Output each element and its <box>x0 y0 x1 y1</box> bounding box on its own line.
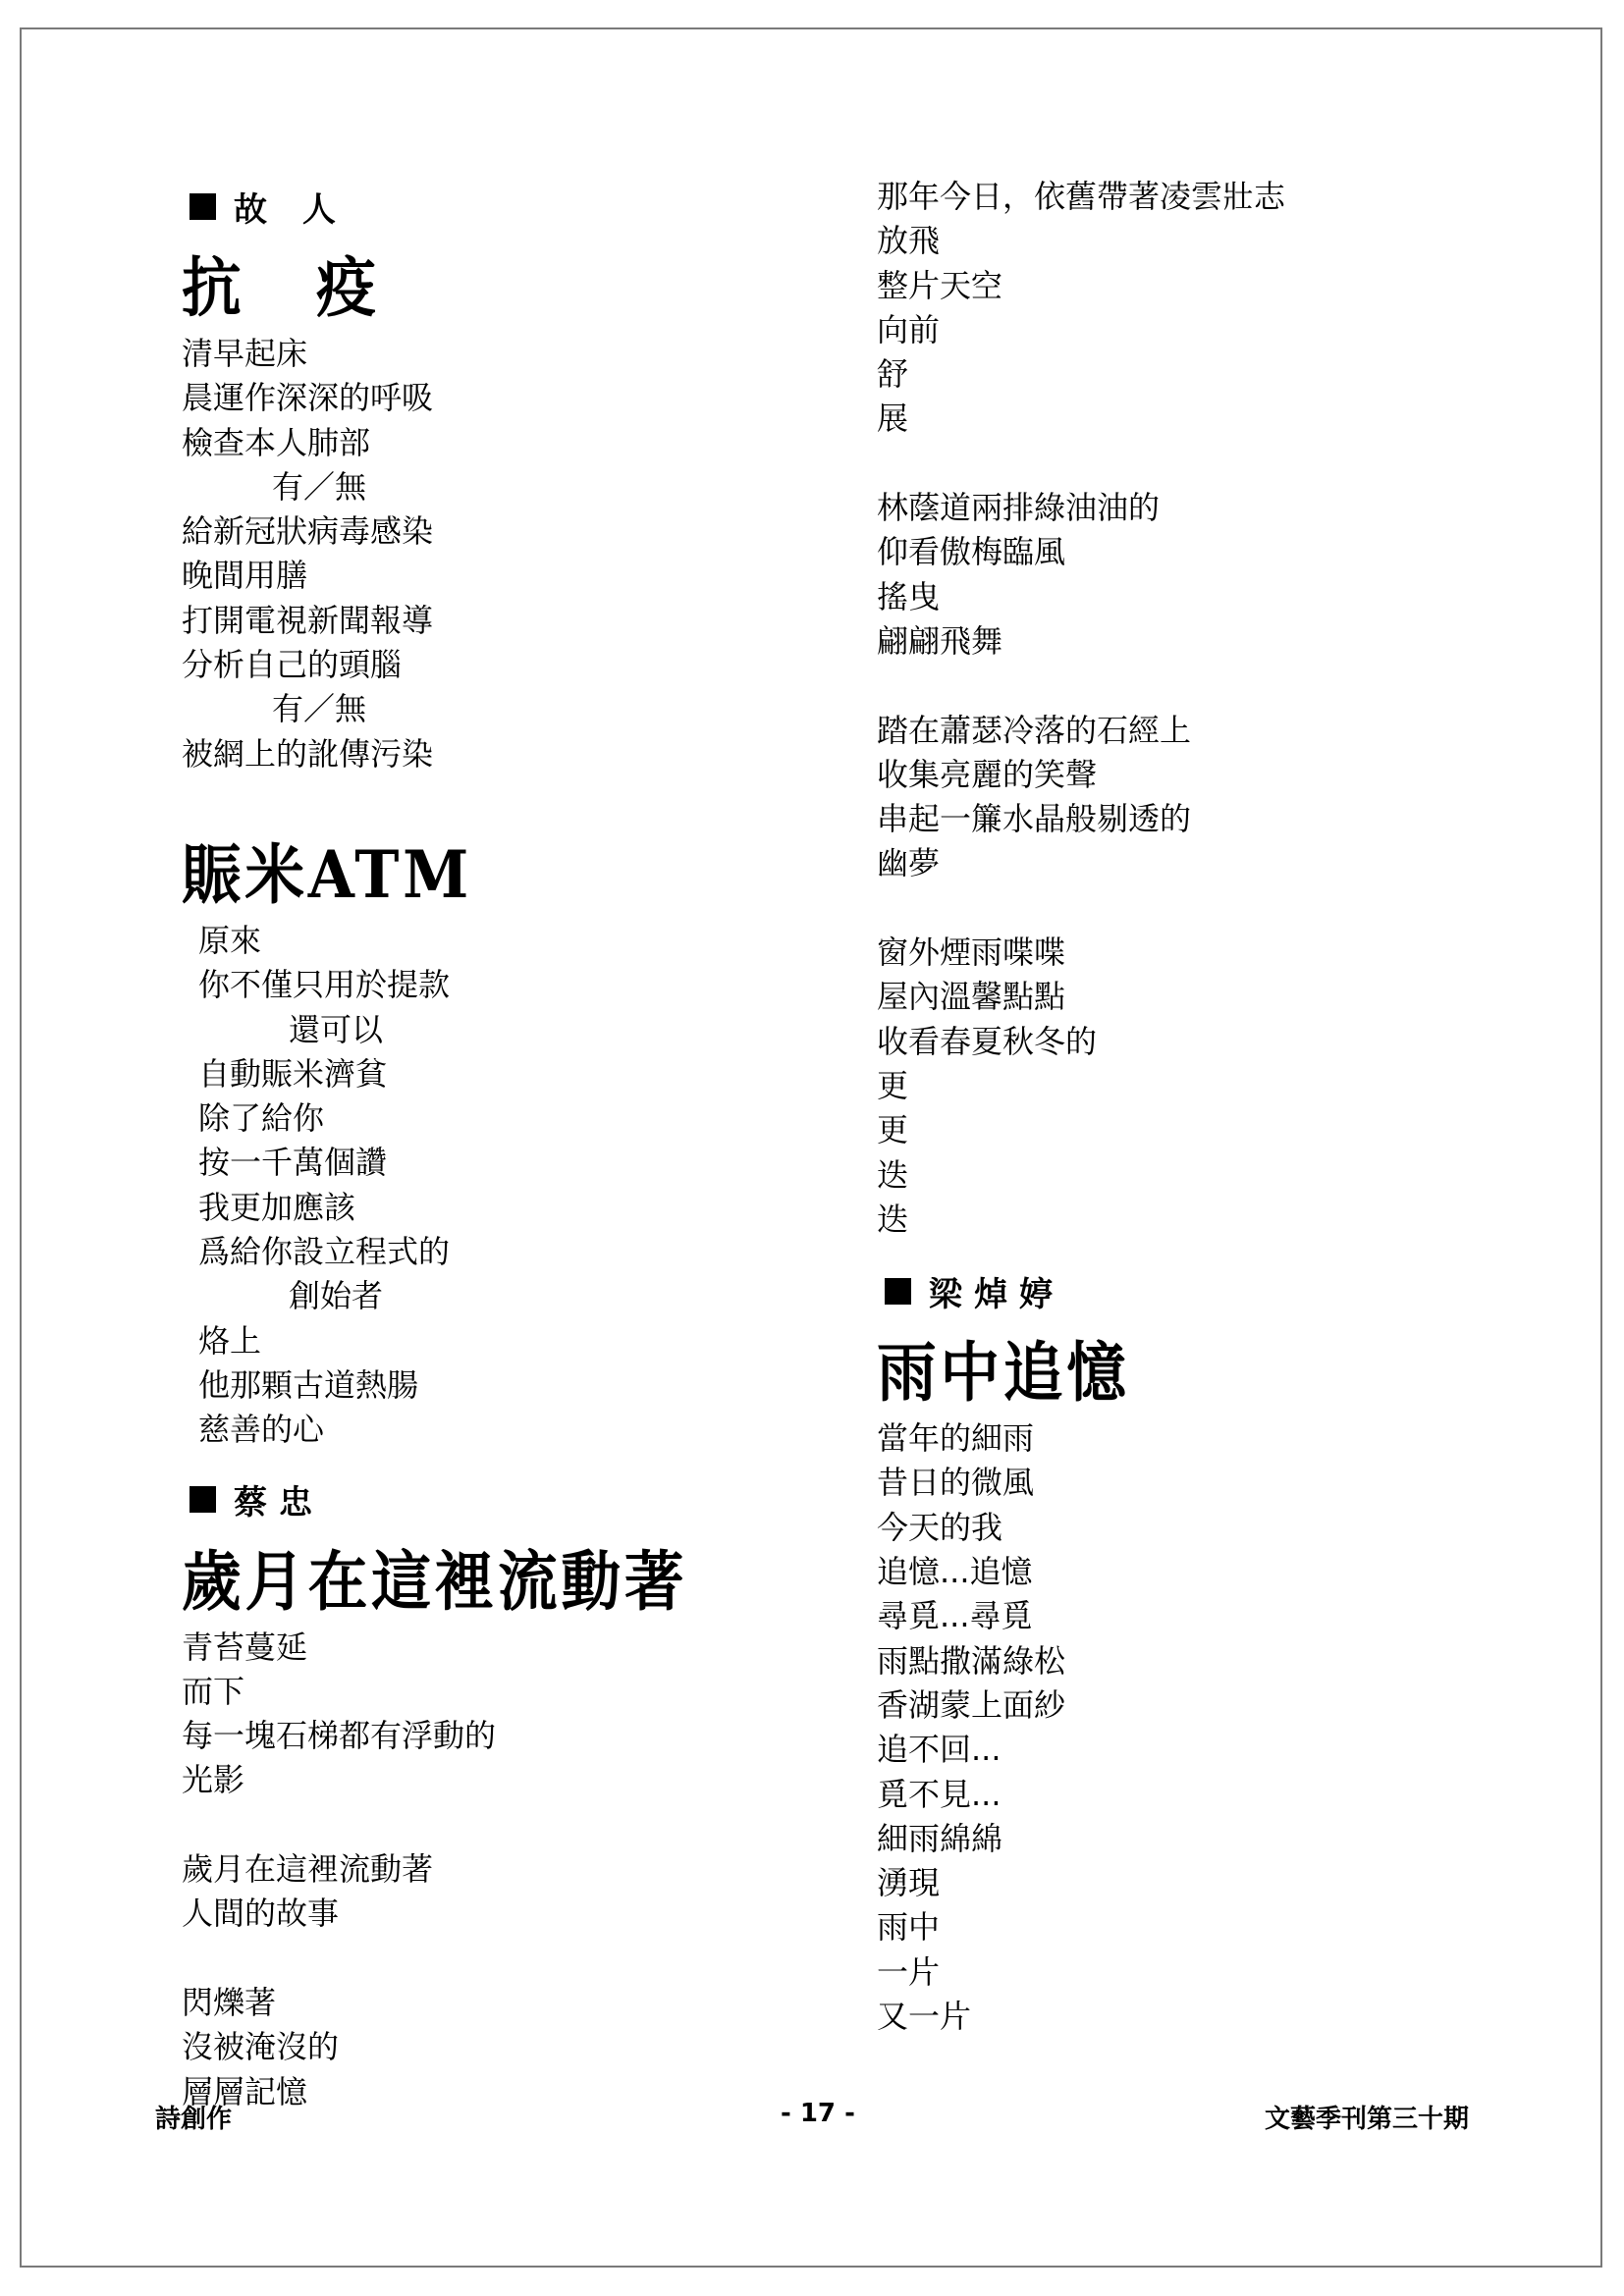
poem-line: 按一千萬個讚 <box>198 1144 388 1182</box>
poem-line: 有／無 <box>272 467 367 506</box>
poem-line: 光影 <box>182 1761 245 1799</box>
poem-line: 更 <box>877 1066 909 1104</box>
author-heading <box>182 179 820 234</box>
square-bullet-icon <box>885 1278 911 1305</box>
author-heading <box>877 1263 1486 1318</box>
author-heading <box>182 1472 820 1527</box>
poem-line: 除了給你 <box>198 1099 325 1138</box>
poem-line: 當年的細雨 <box>877 1419 1035 1458</box>
poem-line: 晚間用膳 <box>182 557 308 595</box>
poem-line: 烙上 <box>198 1321 262 1360</box>
poem-line: 你不僅只用於提款 <box>198 966 451 1004</box>
poem-line: 歲月在這裡流動著 <box>182 1850 434 1889</box>
poem-line: 迭 <box>877 1155 909 1194</box>
poem-line: 沒被淹沒的 <box>182 2028 340 2066</box>
poem-title: 賑米ATM <box>182 835 473 913</box>
poem-line: 更 <box>877 1111 909 1149</box>
poem-title: 抗 疫 <box>182 249 404 326</box>
poem-atm <box>182 830 820 1453</box>
poem-line: 香湖蒙上面紗 <box>877 1685 1066 1724</box>
poem-line: 分析自己的頭腦 <box>182 646 403 684</box>
poem-line: 覓不見... <box>877 1775 1001 1813</box>
poem-line: 雨點撒滿綠松 <box>877 1641 1066 1680</box>
stanza-break <box>877 442 1486 486</box>
poem-line: 收看春夏秋冬的 <box>877 1022 1098 1060</box>
poem-line: 那年今日，依舊帶著凌雲壯志 <box>877 178 1286 215</box>
poem-line: 翩翩飛舞 <box>877 621 1003 660</box>
poem-continued-lines <box>877 175 1486 1242</box>
square-bullet-icon <box>189 1486 216 1513</box>
stanza-break <box>877 664 1486 708</box>
poem-line: 層層記憶 <box>182 2072 308 2110</box>
stanza-break <box>182 1937 820 1981</box>
poem-line: 慈善的心 <box>198 1411 325 1449</box>
poem-line: 他那顆古道熱腸 <box>198 1365 419 1404</box>
poem-line: 晨運作深深的呼吸 <box>182 379 434 417</box>
footer-section-name: 詩創作 <box>155 2105 233 2134</box>
page-number: - 17 - <box>781 2099 855 2128</box>
poem-yuzhong <box>877 1328 1486 2039</box>
poem-title: 雨中追憶 <box>877 1334 1130 1412</box>
poem-line: 給新冠狀病毒感染 <box>182 512 434 551</box>
right-column <box>877 175 1486 2039</box>
poem-line: 每一塊石梯都有浮動的 <box>182 1717 497 1755</box>
poem-line: 打開電視新聞報導 <box>182 601 434 639</box>
poem-line: 林蔭道兩排綠油油的 <box>877 489 1161 527</box>
poem-line: 向前 <box>877 310 941 348</box>
left-column <box>182 179 820 2114</box>
poem-line: 幽夢 <box>877 844 941 882</box>
poem-line: 又一片 <box>877 1997 972 2035</box>
poem-line: 舒 <box>877 355 909 394</box>
author-name: 蔡忠 <box>234 1483 324 1523</box>
poem-line: 湧現 <box>877 1864 941 1902</box>
page-footer <box>0 2099 1624 2138</box>
poem-line: 窗外煙雨喋喋 <box>877 934 1066 972</box>
poem-line: 還可以 <box>289 1010 384 1048</box>
poem-line: 雨中 <box>877 1908 941 1947</box>
poem-line: 收集亮麗的笑聲 <box>877 755 1098 793</box>
poem-kangyi <box>182 243 820 776</box>
poem-line: 被網上的訛傳污染 <box>182 734 434 773</box>
poem-line: 清早起床 <box>182 335 308 372</box>
poem-line: 閃爍著 <box>182 1983 277 2021</box>
poem-line: 展 <box>877 400 909 438</box>
poem-title: 歲月在這裡流動著 <box>182 1542 688 1620</box>
poem-lines <box>182 332 820 776</box>
poem-line: 檢查本人肺部 <box>182 423 371 461</box>
poem-line: 我更加應該 <box>198 1188 356 1226</box>
poem-line: 搖曳 <box>877 577 941 615</box>
poem-line: 而下 <box>182 1672 245 1710</box>
poem-line: 串起一簾水晶般剔透的 <box>877 800 1192 838</box>
stanza-break <box>182 1803 820 1847</box>
poem-line: 追憶...追憶 <box>877 1553 1033 1591</box>
poem-line: 迭 <box>877 1200 909 1238</box>
author-name: 故 人 <box>234 189 348 230</box>
poem-line: 有／無 <box>272 690 367 728</box>
poem-line: 人間的故事 <box>182 1895 340 1933</box>
poem-line: 原來 <box>198 921 262 959</box>
poem-lines <box>877 1416 1486 2039</box>
poem-line: 踏在蕭瑟冷落的石經上 <box>877 711 1192 749</box>
square-bullet-icon <box>189 193 216 220</box>
poem-line: 尋覓...尋覓 <box>877 1597 1033 1635</box>
poem-lines <box>182 1626 820 2114</box>
poem-line: 追不回... <box>877 1731 1001 1769</box>
poem-lines <box>182 919 820 1453</box>
poem-line: 自動賑米濟貧 <box>198 1054 388 1093</box>
stanza-break <box>877 886 1486 931</box>
poem-line: 青苔蔓延 <box>182 1628 308 1666</box>
poem-line: 爲給你設立程式的 <box>198 1233 451 1271</box>
poem-line: 整片天空 <box>877 266 1003 304</box>
poem-line: 一片 <box>877 1952 941 1991</box>
poem-suiyue <box>182 1537 820 2114</box>
footer-publication: 文藝季刊第三十期 <box>1264 2105 1469 2134</box>
poem-line: 今天的我 <box>877 1508 1003 1546</box>
poem-line: 放飛 <box>877 222 941 260</box>
poem-line: 創始者 <box>289 1277 384 1315</box>
author-name: 梁焯婷 <box>929 1274 1064 1314</box>
poem-line: 細雨綿綿 <box>877 1819 1003 1857</box>
poem-line: 屋內溫馨點點 <box>877 978 1066 1016</box>
poem-line: 仰看傲梅臨風 <box>877 533 1066 571</box>
poem-line: 昔日的微風 <box>877 1464 1035 1502</box>
